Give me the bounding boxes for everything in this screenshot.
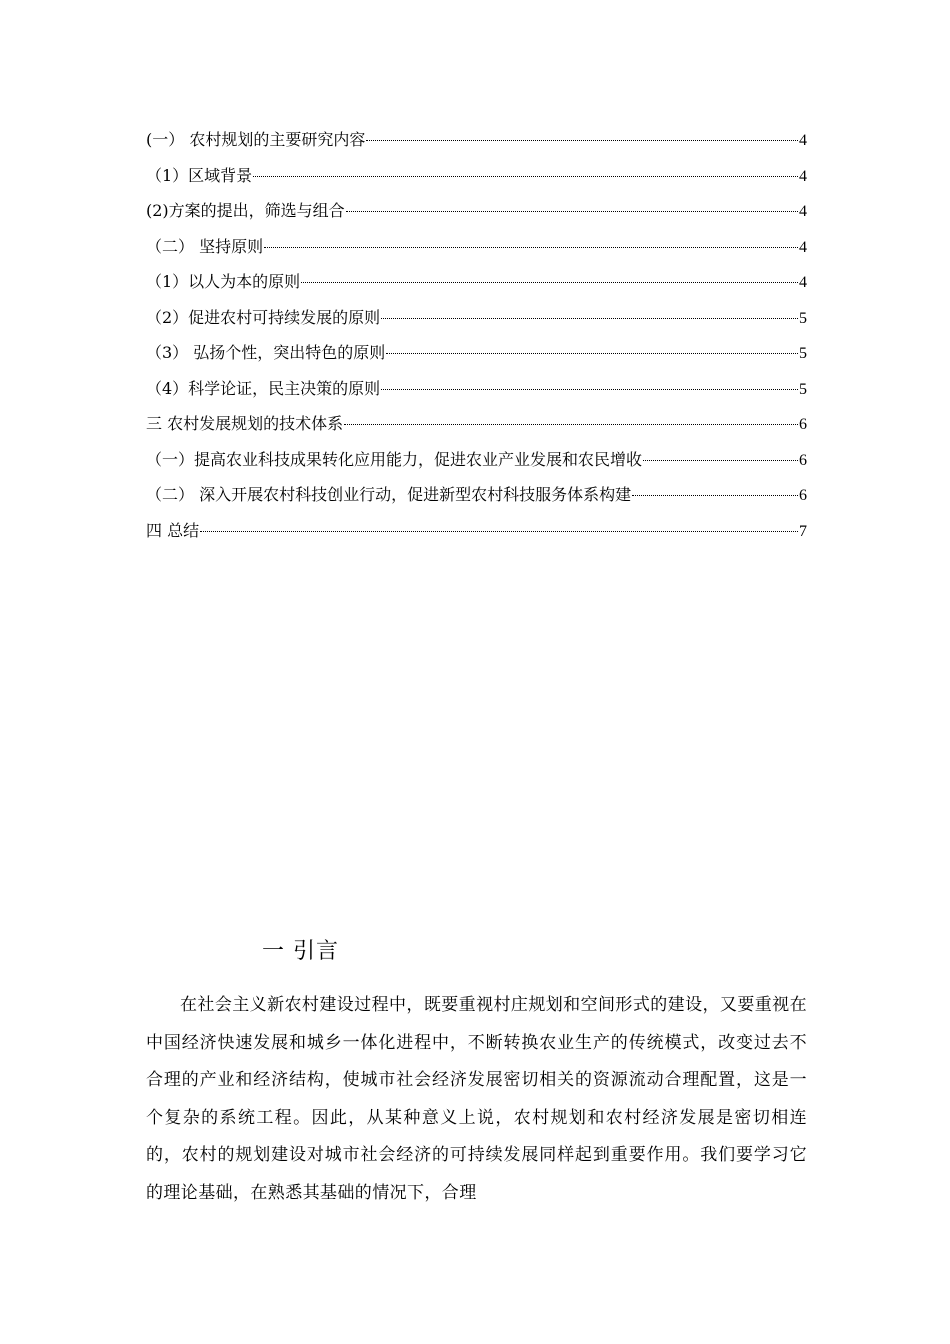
toc-entry-title: （4）科学论证，民主决策的原则 bbox=[146, 378, 381, 398]
toc-entry-page: 5 bbox=[799, 380, 807, 398]
toc-entry[interactable] bbox=[146, 442, 807, 478]
toc-entry-page: 4 bbox=[799, 132, 807, 149]
toc-entry[interactable] bbox=[146, 335, 807, 371]
toc-entry-page: 4 bbox=[799, 274, 807, 291]
toc-entry-title: 三 农村发展规划的技术体系 bbox=[146, 414, 344, 433]
toc-entry[interactable] bbox=[146, 477, 807, 513]
toc-entry-page: 5 bbox=[799, 309, 807, 327]
toc-entry-page: 6 bbox=[799, 451, 807, 469]
toc-entry[interactable] bbox=[146, 158, 807, 194]
toc-entry[interactable] bbox=[146, 193, 807, 229]
toc-leader-dots bbox=[643, 459, 798, 461]
toc-leader-dots bbox=[344, 423, 798, 425]
toc-leader-dots bbox=[632, 494, 798, 496]
toc-entry-page: 4 bbox=[799, 203, 807, 220]
toc-entry-page: 7 bbox=[799, 522, 807, 540]
toc-leader-dots bbox=[200, 530, 798, 532]
toc-entry[interactable] bbox=[146, 122, 807, 158]
toc-entry-page: 4 bbox=[799, 238, 807, 256]
toc-entry[interactable] bbox=[146, 406, 807, 442]
toc-leader-dots bbox=[301, 281, 798, 283]
toc-entry[interactable] bbox=[146, 371, 807, 407]
toc-leader-dots bbox=[381, 388, 798, 390]
toc-leader-dots bbox=[366, 139, 798, 141]
toc-entry-page: 6 bbox=[799, 487, 807, 504]
toc-entry-title: （2）促进农村可持续发展的原则 bbox=[146, 307, 381, 327]
toc-leader-dots bbox=[253, 175, 798, 177]
toc-entry-title: (2)方案的提出，筛选与组合 bbox=[146, 201, 345, 220]
toc-entry-title: （1）区域背景 bbox=[146, 165, 253, 185]
toc-entry[interactable] bbox=[146, 264, 807, 300]
toc-entry-page: 5 bbox=[799, 345, 807, 362]
toc-entry-title: （二） 深入开展农村科技创业行动，促进新型农村科技服务体系构建 bbox=[146, 485, 632, 504]
toc-leader-dots bbox=[381, 317, 798, 319]
toc-entry-title: 四 总结 bbox=[146, 520, 200, 540]
toc-entry[interactable] bbox=[146, 229, 807, 265]
body-paragraph: 在社会主义新农村建设过程中，既要重视村庄规划和空间形式的建设，又要重视在中国经济快速发展和城乡一体化进程中，不断转换农业生产的传统模式，改变过去不合理的产业和经济结构，使城市社会经济发展密切相关的资源流动合理配置，这是一个复杂的系统工程。因此，从某种意义上说，农村规划和农村经济发展是密切相连的，农村的规划建设对城市社会经济的可持续发展同样起到重要作用。我们要学习它的理论基础，在熟悉其基础的情况下，合理 bbox=[146, 995, 807, 1203]
toc-entry-page: 4 bbox=[799, 167, 807, 185]
toc-leader-dots bbox=[386, 352, 798, 354]
toc-entry[interactable] bbox=[146, 513, 807, 549]
section-heading: 一 引言 bbox=[262, 939, 339, 964]
toc-leader-dots bbox=[346, 210, 798, 212]
toc-entry-page: 6 bbox=[799, 416, 807, 433]
toc-entry-title: （一）提高农业科技成果转化应用能力，促进农业产业发展和农民增收 bbox=[146, 449, 643, 469]
toc-entry-title: （二） 坚持原则 bbox=[146, 236, 264, 256]
toc-entry[interactable] bbox=[146, 300, 807, 336]
toc-entry-title: （3） 弘扬个性，突出特色的原则 bbox=[146, 343, 386, 362]
toc-entry-title: （1）以人为本的原则 bbox=[146, 272, 301, 291]
toc-entry-title: (一） 农村规划的主要研究内容 bbox=[146, 130, 366, 149]
table-of-contents bbox=[146, 122, 807, 548]
toc-leader-dots bbox=[264, 246, 798, 248]
